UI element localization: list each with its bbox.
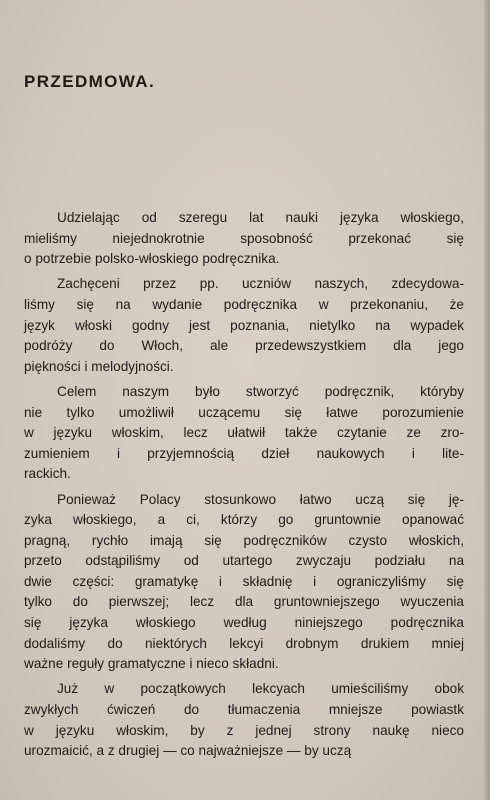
paragraph (24, 679, 464, 761)
text-line: język włoski godny jest poznania, nietylko na wypadek (24, 317, 464, 333)
text-line: liśmy się na wydanie podręcznika w przekonaniu, że (24, 296, 464, 312)
text-line: przeto odstąpiliśmy od utartego zwyczaju podziału na (24, 553, 464, 569)
text-line: zumieniem i przyjemnością dzieł naukowych i lite- (24, 445, 464, 461)
paragraph (24, 208, 464, 270)
page-title: PRZEDMOWA. (24, 72, 156, 91)
preface-body (24, 208, 464, 766)
text-line: urozmaicić, a z drugiej — co najważniejsze — by uczą (24, 743, 352, 759)
text-line: o potrzebie polsko-włoskiego podręcznika. (24, 251, 280, 267)
paragraph (24, 382, 464, 485)
text-line: się języka włoskiego według niniejszego podręcznika (24, 615, 464, 631)
text-line: zyka włoskiego, a ci, którzy go gruntownie opanować (24, 512, 464, 528)
text-line: pragną, rychło imają się podręczników czysto włoskich, (24, 532, 464, 548)
text-line: piękności i melodyjności. (24, 358, 174, 374)
text-line: podróży do Włoch, ale przedewszystkiem dla jego (24, 338, 464, 354)
text-line: nie tylko umożliwił uczącemu się łatwe porozumienie (24, 404, 464, 420)
text-line: dodaliśmy do niektórych lekcyi drobnym drukiem mniej (24, 635, 464, 651)
text-line: dwie części: gramatykę i składnię i ograniczyliśmy się (24, 573, 464, 589)
paragraph (24, 490, 464, 675)
text-line: mieliśmy niejednokrotnie sposobność przekonać się (24, 230, 464, 246)
text-line: ważne reguły gramatyczne i nieco składni. (24, 656, 279, 672)
text-line: w języku włoskim, lecz ułatwił także czytanie ze zro- (24, 425, 464, 441)
text-line: tylko do pierwszej; lecz dla gruntowniejszego wyuczenia (24, 594, 464, 610)
text-line: zwykłych ćwiczeń do tłumaczenia mniejsze powiastk (24, 702, 464, 718)
text-line: Udzielając od szeregu lat nauki języka włoskiego, (57, 210, 464, 225)
text-line: w języku włoskim, by z jednej strony naukę nieco (24, 722, 464, 738)
page-edge-shadow (484, 0, 490, 800)
text-line: Już w początkowych lekcyach umieściliśmy obok (57, 681, 464, 697)
text-line: Zachęceni przez pp. uczniów naszych, zdecydowa- (57, 276, 464, 292)
text-line: rackich. (24, 466, 71, 482)
paragraph (24, 274, 464, 377)
text-line: Celem naszym było stworzyć podręcznik, któryby (57, 383, 464, 399)
text-line: Ponieważ Polacy stosunkowo łatwo uczą się ję- (57, 491, 464, 507)
